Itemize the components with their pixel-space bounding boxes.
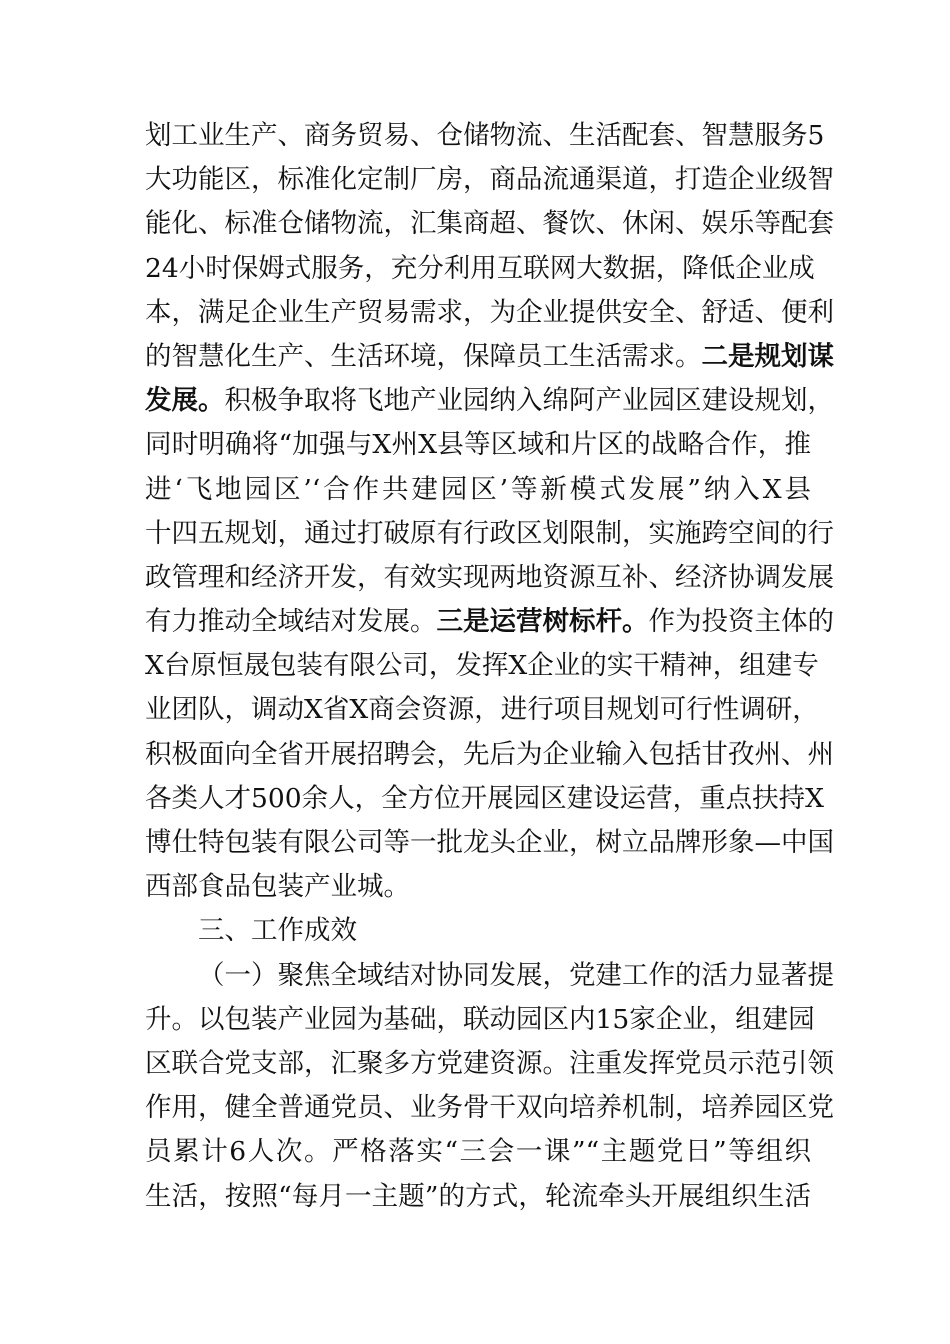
text-line [145,1042,834,1086]
text-run: 作为投资主体的 [648,606,834,638]
text-run: 积极面向全省开展招聘会，先后为企业输入包括甘孜州、州 [145,738,834,770]
text-line [145,114,825,158]
text-line [145,335,834,379]
text-line [145,1175,811,1219]
text-run: 本，满足企业生产贸易需求，为企业提供安全、舒适、便利 [145,296,834,328]
text-line [145,733,834,777]
text-run: （一）聚焦全域结对协同发展，党建工作的活力显著提 [198,959,834,991]
text-run: 同时明确将“加强与X州X县等区域和片区的战略合作，推 [145,429,811,461]
text-line [145,600,834,644]
text-line [145,556,834,600]
text-line [145,777,824,821]
bold-heading-run: 三是运营树标杆。 [436,606,649,638]
text-run: 十四五规划，通过打破原有行政区划限制，实施跨空间的行 [145,517,834,549]
text-run: 有力推动全域结对发展。 [145,606,437,638]
text-line [145,865,811,909]
text-run: 生活，按照“每月一主题”的方式，轮流牵头开展组织生活 [145,1180,811,1212]
text-run: 博仕特包装有限公司等一批龙头企业，树立品牌形象—中国 [145,827,834,858]
text-run: 的智慧化生产、生活环境，保障员工生活需求。 [145,340,702,372]
bold-heading-run: 发展。 [145,385,225,417]
text-line [145,1130,811,1174]
text-run: 划工业生产、商务贸易、仓储物流、生活配套、智慧服务5 [145,120,825,151]
text-line [145,512,834,556]
section-heading [145,909,811,953]
text-run: 进‘飞地园区’‘合作共建园区’等新模式发展”纳入X县 [145,473,811,505]
bold-heading-run: 二是规划谋 [701,340,834,372]
text-run: 政管理和经济开发，有效实现两地资源互补、经济协调发展 [145,561,834,593]
text-run: 员累计6人次。严格落实“三会一课”“主题党日”等组织 [145,1136,811,1168]
text-line [145,998,815,1042]
text-run: 西部食品包装产业城。 [145,871,410,903]
text-run: 各类人才500余人，全方位开展园区建设运营，重点扶持X [145,782,824,814]
text-run: 升。以包装产业园为基础，联动园区内15家企业，组建园 [145,1003,815,1035]
text-run: 24小时保姆式服务，充分利用互联网大数据，降低企业成 [145,252,815,284]
text-run: 积极争取将飞地产业园纳入绵阿产业园区建设规划， [224,385,834,417]
text-line [145,468,811,512]
text-run: 能化、标准仓储物流，汇集商超、餐饮、休闲、娱乐等配套 [145,208,834,240]
text-run: 大功能区，标准化定制厂房，商品流通渠道，打造企业级智 [145,164,834,196]
text-run: 区联合党支部，汇聚多方党建资源。注重发挥党员示范引领 [145,1047,834,1079]
document-body [145,114,834,1219]
section-heading-text: 三、工作成效 [198,915,357,947]
text-line [145,688,819,732]
text-line [145,644,819,688]
text-run: 作用，健全普通党员、业务骨干双向培养机制，培养园区党 [145,1092,834,1124]
text-run: X台原恒晟包装有限公司，发挥X企业的实干精神，组建专 [145,650,819,682]
text-line [145,291,834,335]
text-line [145,423,811,467]
text-run: 业团队，调动X省X商会资源，进行项目规划可行性调研， [145,694,819,726]
text-line [145,821,834,865]
text-line [145,954,834,998]
text-line [145,379,834,423]
text-line [145,1086,834,1130]
text-line [145,247,815,291]
text-line [145,158,834,202]
text-line [145,202,834,246]
